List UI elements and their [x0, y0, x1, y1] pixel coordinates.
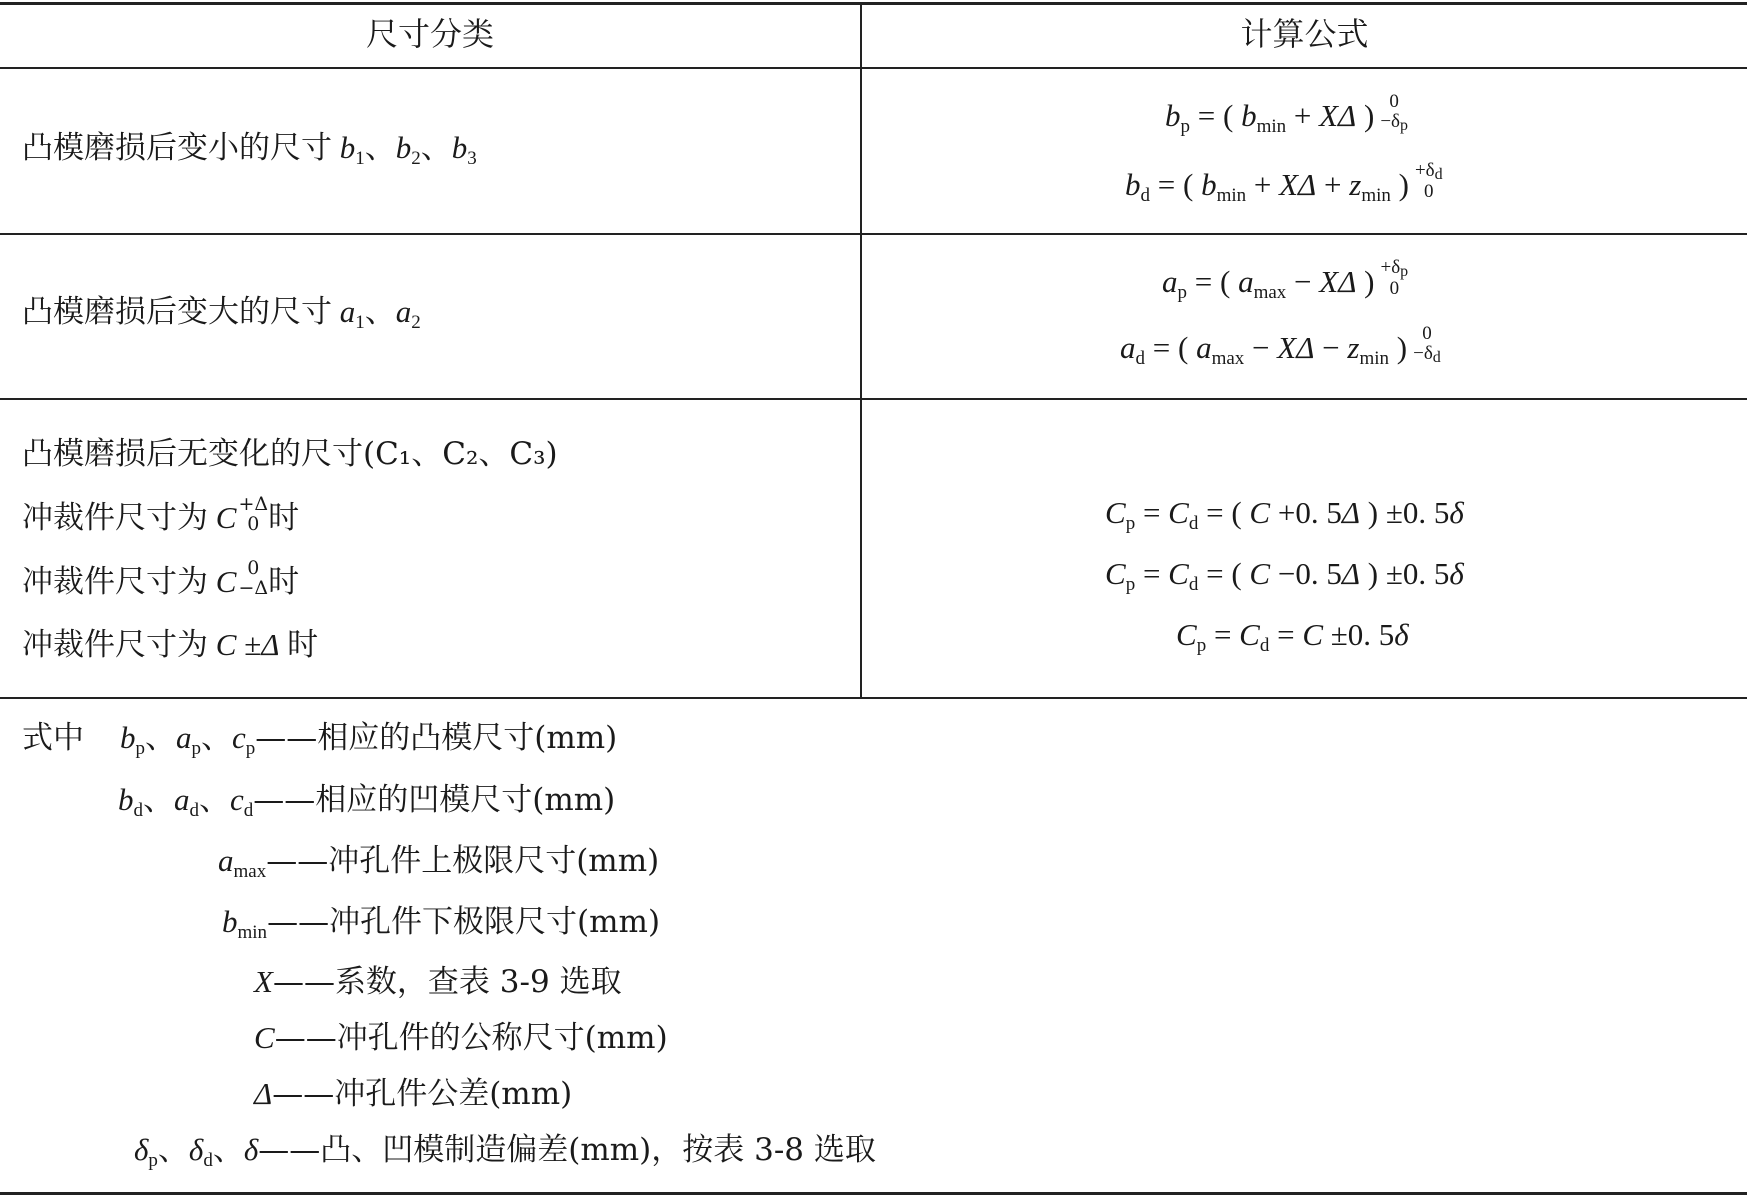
- row2-category: 凸模磨损后变大的尺寸 $a_1$、$a_2$: [22, 294, 421, 333]
- header-size-category: 尺寸分类: [365, 15, 494, 53]
- row3-category-line2: 冲裁件尺寸为 C +Δ 0 时: [22, 492, 300, 536]
- formula-ad: $a_d$ = ( $a_{max} - X\Delta - z_{min}$ ) 0 $-\delta_d$: [1120, 323, 1441, 369]
- rule-row3: [0, 697, 1747, 699]
- formula-bd: $b_d$ = ( $b_{min} + X\Delta + z_{min}$ ) $+\delta_d$ 0: [1125, 160, 1443, 206]
- formula-ap: $a_p$ = ( $a_{max} - X\Delta$ ) $+\delta_p$ 0: [1162, 257, 1409, 303]
- row3-category-line1: 凸模磨损后无变化的尺寸(C₁、C₂、C₃): [22, 436, 558, 472]
- formula-c-minus: $C_p = C_d$ = ( C −0. 5Δ ) ±0. 5δ: [1105, 556, 1464, 595]
- rule-row1: [0, 233, 1747, 235]
- row1-category: 凸模磨损后变小的尺寸 $b_1$、$b_2$、$b_3$: [22, 130, 477, 169]
- row3-category-line3: 冲裁件尺寸为 C 0 −Δ 时: [22, 556, 300, 600]
- rule-bottom: [0, 1192, 1747, 1195]
- note-item: $b_d$、$a_d$、$c_d——$相应的凹模尺寸(mm): [118, 782, 616, 821]
- notes-lead: 式中: [22, 720, 84, 756]
- formula-c-plus: $C_p = C_d$ = ( C +0. 5Δ ) ±0. 5δ: [1105, 495, 1464, 534]
- column-divider: [860, 2, 862, 698]
- note-item: $\delta_p$、$\delta_d$、δ——凸、凹模制造偏差(mm)，按表 3-8 选取: [134, 1132, 876, 1171]
- row3-category-line4: 冲裁件尺寸为 C ±Δ 时: [22, 627, 319, 663]
- note-item: C——冲孔件的公称尺寸(mm): [254, 1020, 668, 1056]
- rule-header: [0, 67, 1747, 69]
- note-item: $b_p$、$a_p$、$c_p——$相应的凸模尺寸(mm): [120, 720, 618, 759]
- formula-bp: $b_p$ = ( $b_{min} + X\Delta$ ) 0 $-\delta_p$: [1165, 91, 1408, 137]
- rule-top: [0, 2, 1747, 5]
- formula-c-sym: $C_p = C_d = C \pm 0$. 5δ: [1176, 617, 1409, 656]
- header-formula: 计算公式: [1240, 15, 1369, 53]
- note-item: Δ——冲孔件公差(mm): [254, 1076, 573, 1112]
- note-item: X——系数，查表 3-9 选取: [254, 964, 622, 1000]
- rule-row2: [0, 398, 1747, 400]
- note-item: $b_{min}——$冲孔件下极限尺寸(mm): [222, 904, 661, 943]
- note-item: $a_{max}——$冲孔件上极限尺寸(mm): [218, 843, 660, 882]
